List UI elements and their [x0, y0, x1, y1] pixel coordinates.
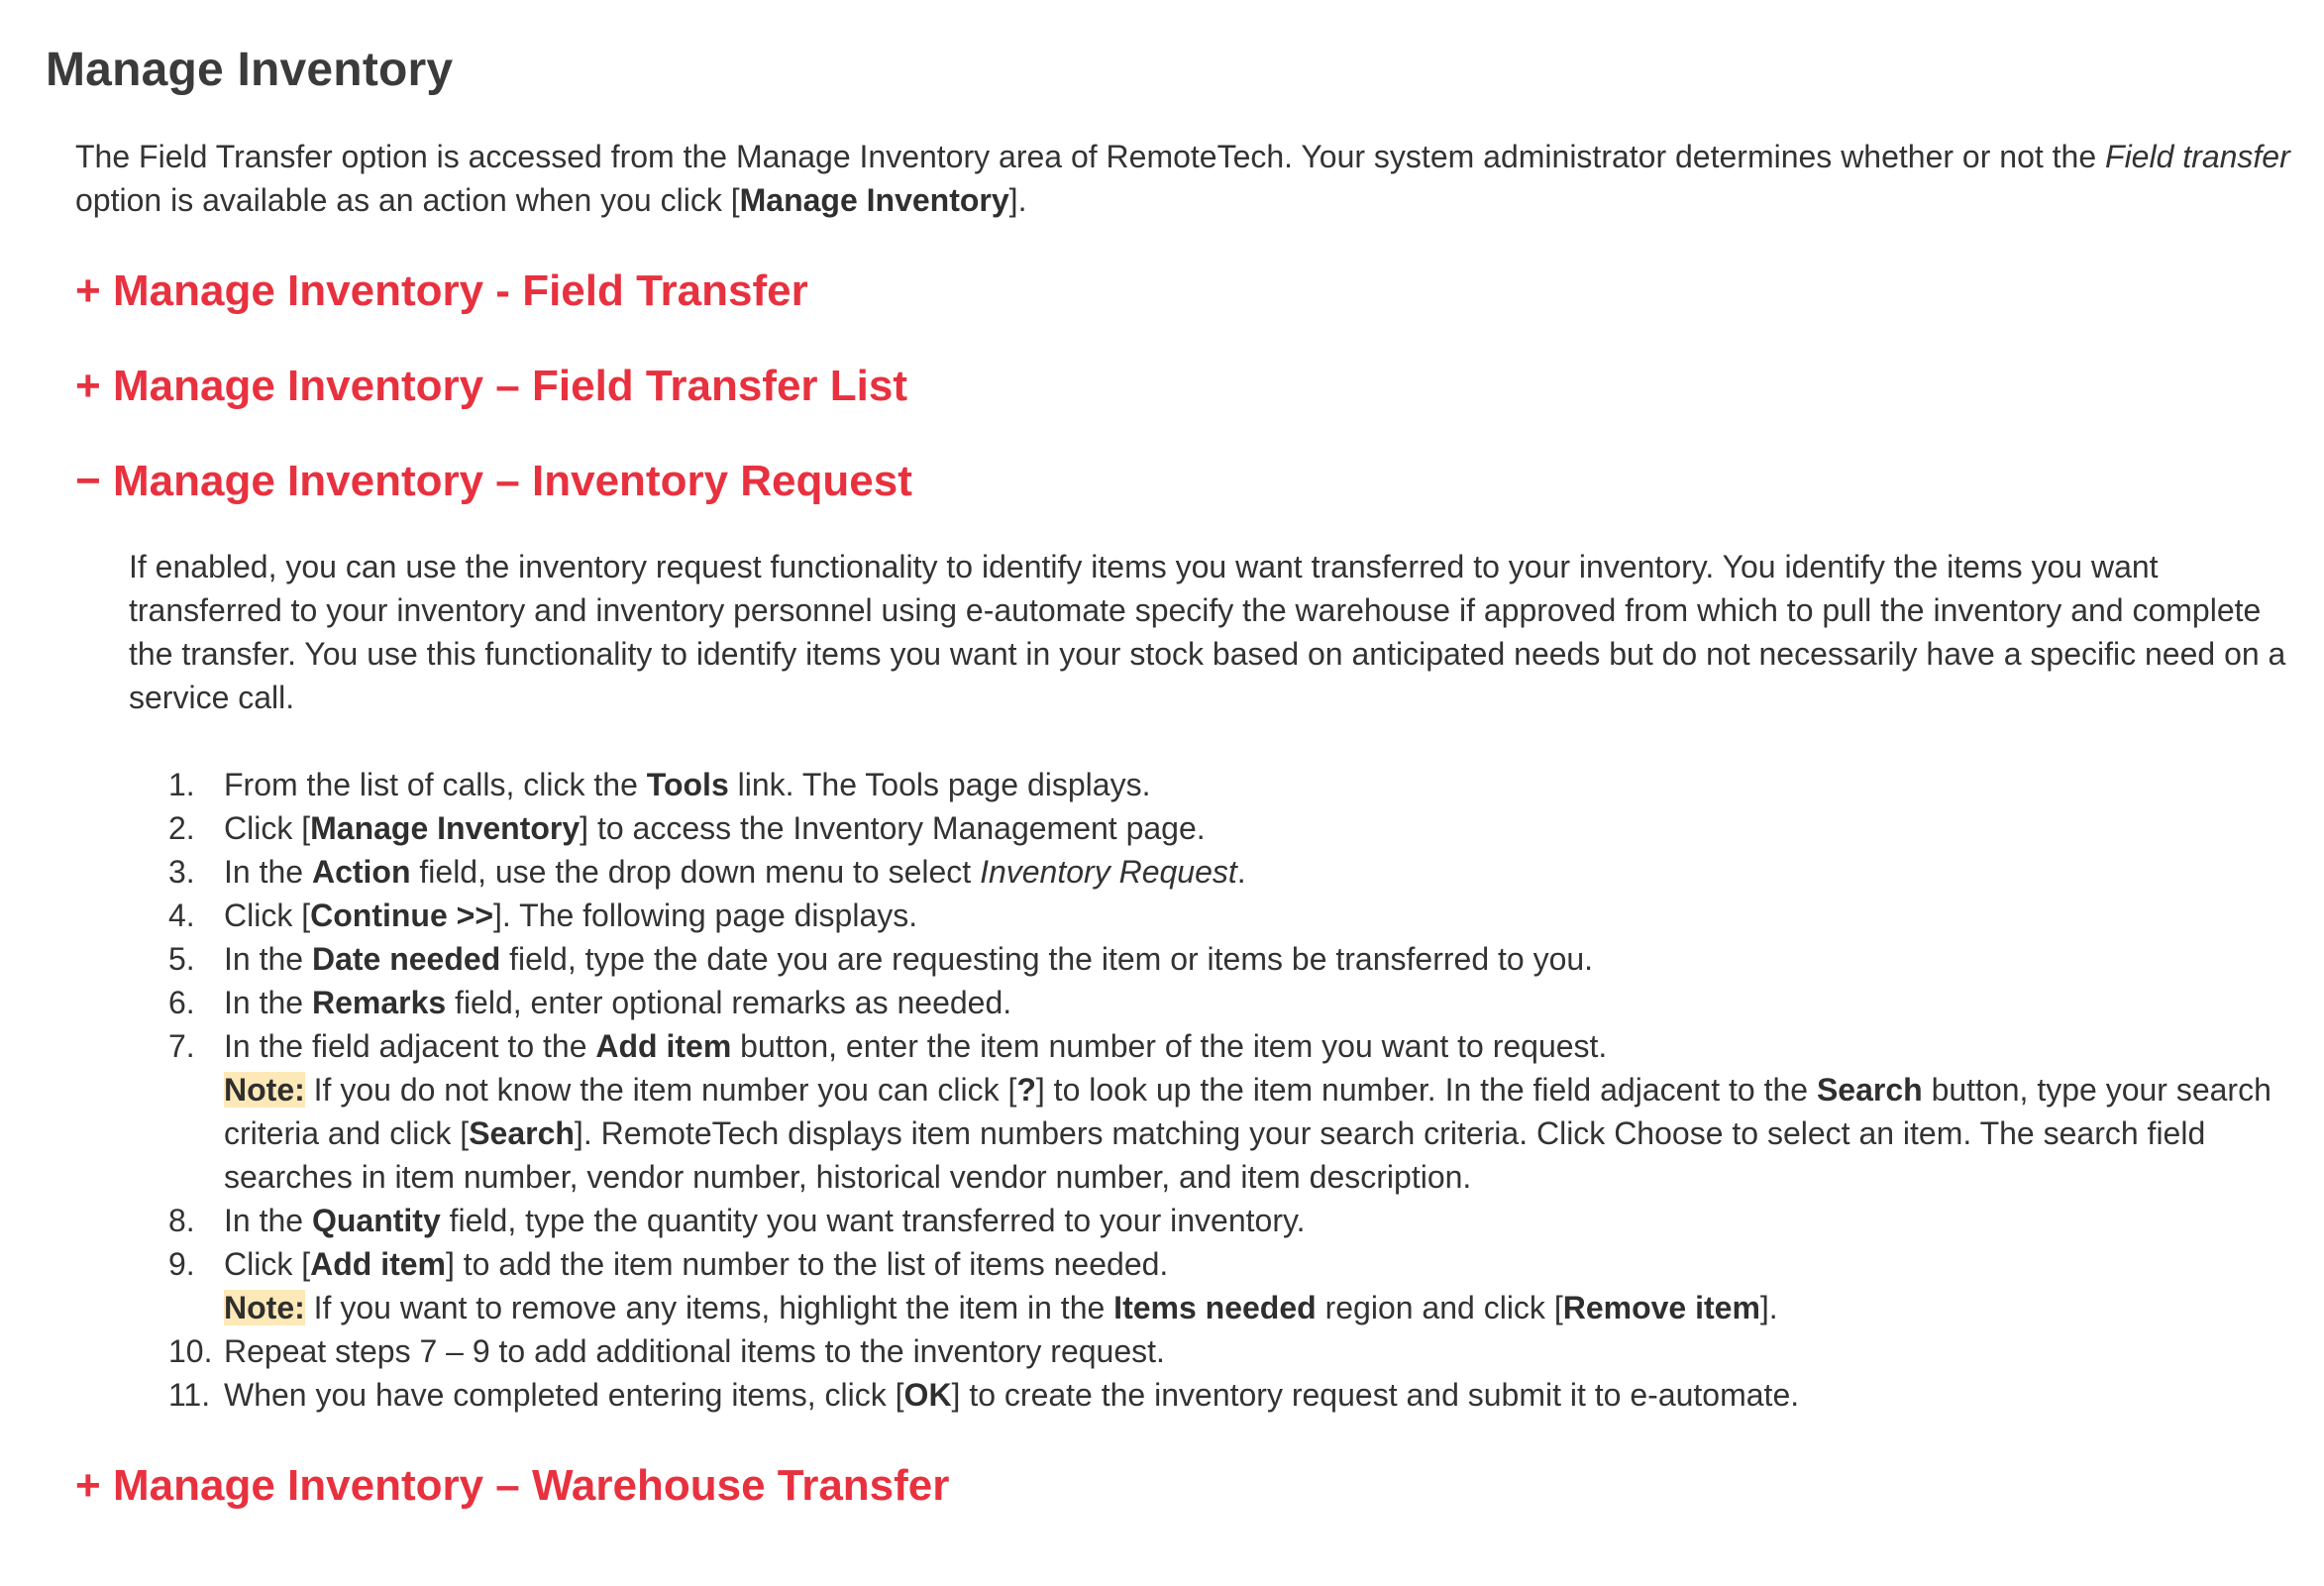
step-bold: Quantity	[311, 1203, 441, 1238]
step-bold: Manage Inventory	[310, 810, 581, 846]
step-text: When you have completed entering items, click [	[224, 1377, 904, 1413]
page-title: Manage Inventory	[46, 44, 454, 96]
section-toggle-warehouse-transfer[interactable]	[75, 1456, 2324, 1516]
section-title: Manage Inventory – Warehouse Transfer	[113, 1461, 950, 1510]
section-field-transfer	[75, 262, 2324, 321]
step-number: 5.	[168, 941, 195, 977]
step-text: In the	[224, 854, 312, 890]
section-toggle-field-transfer[interactable]	[75, 262, 2324, 321]
step-number: 1.	[168, 767, 195, 802]
step-text: In the field adjacent to the	[224, 1028, 596, 1064]
step-text: Click [	[224, 810, 311, 846]
step-number: 11.	[168, 1377, 211, 1413]
list-item	[129, 1024, 2308, 1199]
expand-icon: +	[75, 266, 101, 315]
section-toggle-inventory-request[interactable]	[75, 452, 2324, 511]
intro-paragraph	[75, 135, 2294, 222]
step-number: 2.	[168, 810, 195, 846]
step-text: ]. The following page displays.	[493, 898, 918, 933]
section-title: Manage Inventory – Field Transfer List	[113, 362, 907, 410]
list-item	[129, 981, 2308, 1024]
step-number: 7.	[168, 1028, 195, 1064]
step-number: 9.	[168, 1246, 195, 1282]
section-title: Manage Inventory - Field Transfer	[113, 266, 808, 315]
intro-text: The Field Transfer option is accessed from the Manage Inventory area of RemoteTech. Your system administrator determines whether or not the	[75, 139, 2106, 174]
step-text: From the list of calls, click the	[224, 767, 647, 802]
expand-icon: +	[75, 362, 101, 410]
step-text: In the	[224, 1203, 312, 1238]
list-item	[129, 894, 2308, 937]
section-field-transfer-list	[75, 357, 2324, 416]
list-item	[129, 763, 2308, 806]
section-toggle-field-transfer-list[interactable]	[75, 357, 2324, 416]
section-description: If enabled, you can use the inventory request functionality to identify items you want transferred to your inventory. You identify the items you want transferred to your inventory and inventory personnel using e-automate specify the warehouse if approved from which to pull the inventory and complete the transfer. You use this functionality to identify items you want in your stock based on anticipated needs but do not necessarily have a specific need on a service call.	[129, 549, 2286, 715]
note-bold: Search	[469, 1115, 575, 1151]
note-bold: Search	[1816, 1072, 1923, 1108]
note-bold: Items needed	[1113, 1290, 1317, 1325]
step-bold: Continue >>	[310, 898, 494, 933]
list-item	[129, 1199, 2308, 1242]
list-item	[129, 850, 2308, 894]
step-text: .	[1236, 854, 1246, 890]
step-number: 10.	[168, 1333, 213, 1369]
note-text: If you want to remove any items, highlight the item in the	[304, 1290, 1114, 1325]
intro-italic: Field transfer	[2105, 139, 2290, 174]
step-text: In the	[224, 941, 312, 977]
note-label: Note:	[224, 1290, 305, 1325]
step-number: 3.	[168, 854, 195, 890]
intro-bold: Manage Inventory	[739, 182, 1009, 218]
list-item	[129, 937, 2308, 981]
step-bold: Tools	[646, 767, 729, 802]
step-text: In the	[224, 985, 312, 1020]
step-bold: Remarks	[311, 985, 447, 1020]
step-bold: Add item	[595, 1028, 732, 1064]
step-text: field, enter optional remarks as needed.	[446, 985, 1012, 1020]
step-bold: Action	[311, 854, 411, 890]
section-body	[129, 545, 2324, 1417]
step-italic: Inventory Request	[980, 854, 1237, 890]
step-text: Repeat steps 7 – 9 to add additional items to the inventory request.	[224, 1333, 1165, 1369]
note-text: ]. RemoteTech displays item numbers matching your search criteria. Click Choose to select an item. The search field searches in item number, vendor number, historical vendor number, and item description.	[224, 1115, 2206, 1195]
step-text: ] to create the inventory request and submit it to e-automate.	[951, 1377, 1800, 1413]
step-text: field, type the quantity you want transferred to your inventory.	[440, 1203, 1306, 1238]
step-bold: Add item	[310, 1246, 446, 1282]
step-text: ] to add the item number to the list of items needed.	[446, 1246, 1169, 1282]
note-text: region and click [	[1316, 1290, 1563, 1325]
step-text: Click [	[224, 898, 311, 933]
note-bold: ?	[1016, 1072, 1036, 1108]
step-text: button, enter the item number of the item you want to request.	[731, 1028, 1608, 1064]
step-text: link. The Tools page displays.	[728, 767, 1151, 802]
step-text: Click [	[224, 1246, 311, 1282]
note-text: ].	[1759, 1290, 1778, 1325]
intro-text: ].	[1008, 182, 1027, 218]
list-item	[129, 1242, 2308, 1329]
step-text: field, type the date you are requesting the item or items be transferred to you.	[500, 941, 1594, 977]
expand-icon: +	[75, 1461, 101, 1510]
step-text: field, use the drop down menu to select	[410, 854, 981, 890]
steps-list	[129, 763, 2308, 1417]
note-text: If you do not know the item number you can click [	[304, 1072, 1017, 1108]
section-inventory-request	[75, 452, 2324, 1417]
intro-text: option is available as an action when you click [	[75, 182, 740, 218]
step-number: 4.	[168, 898, 195, 933]
step-text: ] to access the Inventory Management page.	[580, 810, 1206, 846]
note-text: button, type your search criteria and click [	[224, 1072, 2271, 1151]
note-bold: Remove item	[1562, 1290, 1760, 1325]
step-bold: OK	[903, 1377, 952, 1413]
note-text: ] to look up the item number. In the field adjacent to the	[1035, 1072, 1817, 1108]
section-title: Manage Inventory – Inventory Request	[113, 457, 912, 505]
note-label: Note:	[224, 1072, 305, 1108]
step-number: 8.	[168, 1203, 195, 1238]
list-item	[129, 1373, 2308, 1417]
list-item	[129, 806, 2308, 850]
step-number: 6.	[168, 985, 195, 1020]
section-warehouse-transfer	[75, 1456, 2324, 1516]
step-bold: Date needed	[311, 941, 501, 977]
list-item	[129, 1329, 2308, 1373]
collapse-icon: −	[75, 457, 101, 505]
